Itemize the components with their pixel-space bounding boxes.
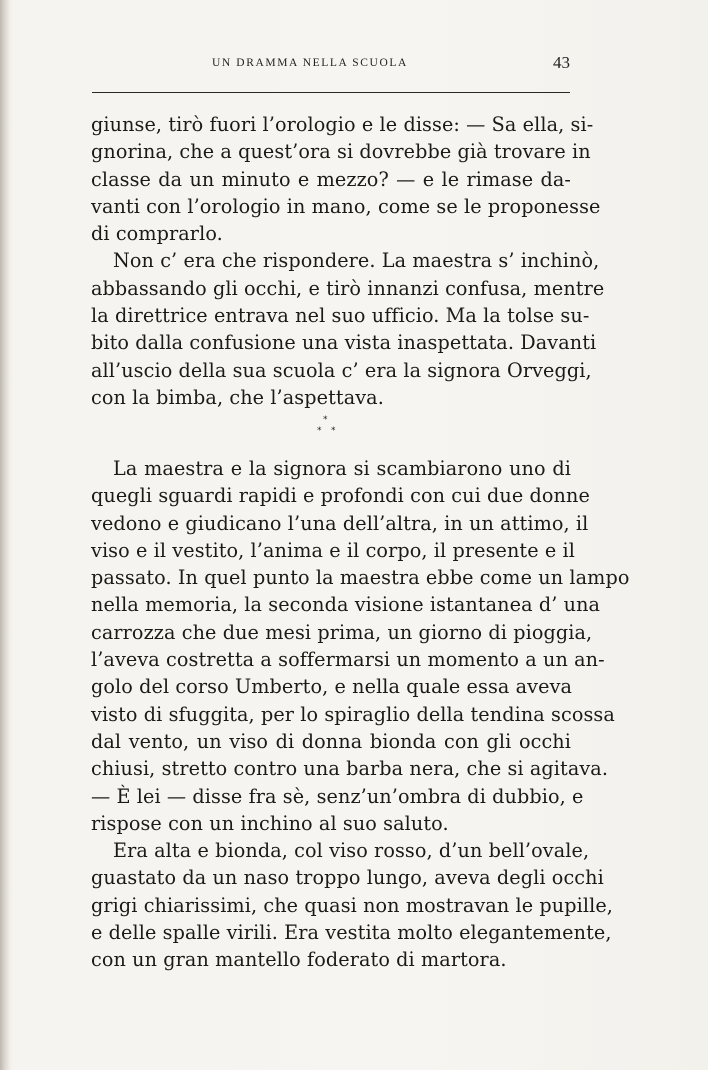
text-line: all’uscio della sua scuola c’ era la signora Orveggi, — [91, 358, 592, 382]
text-line: vanti con l’orologio in mano, come se le proponesse — [91, 194, 601, 218]
text-line: passato. In quel punto la maestra ebbe come un lampo — [91, 566, 630, 590]
asterisk-mark: * — [323, 415, 328, 425]
section-separator-asterism — [312, 414, 342, 442]
text-line: gnorina, che a quest’ora si dovrebbe già trovare in — [91, 140, 591, 164]
text-line: grigi chiarissimi, che quasi non mostravan le pupille, — [91, 893, 613, 917]
text-line: la direttrice entrava nel suo ufficio. Ma la tolse su- — [91, 304, 590, 328]
running-title: UN DRAMMA NELLA SCUOLA — [212, 57, 408, 69]
text-line: di comprarlo. — [91, 222, 223, 246]
text-line: e delle spalle virili. Era vestita molto elegantemente, — [91, 921, 612, 945]
text-line: chiusi, stretto contro una barba nera, che si agitava. — [91, 757, 609, 781]
text-line: visto di sfuggita, per lo spiraglio della tendina scossa — [91, 702, 615, 726]
asterisk-mark: * — [317, 426, 322, 436]
text-line: l’aveva costretta a soffermarsi un momento a un an- — [91, 648, 605, 672]
text-line: rispose con un inchino al suo saluto. — [91, 811, 449, 835]
text-line: guastato da un naso troppo lungo, aveva degli occhi — [91, 866, 604, 890]
text-line: classe da un minuto e mezzo? — e le rimase da- — [91, 167, 571, 191]
text-line: La maestra e la signora si scambiarono uno di — [113, 457, 571, 480]
page-binding-edge — [0, 0, 10, 1070]
page-number: 43 — [553, 53, 570, 72]
text-line: — È lei — disse fra sè, senz’un’ombra di dubbio, e — [91, 784, 584, 808]
asterisk-mark: * — [331, 426, 336, 436]
text-line: quegli sguardi rapidi e profondi con cui due donne — [91, 484, 590, 508]
text-block-first — [91, 111, 605, 411]
header-rule — [92, 92, 570, 93]
text-line: con la bimba, che l’aspettava. — [91, 385, 384, 409]
text-line: Non c’ era che rispondere. La maestra s’ inchinò, — [113, 249, 600, 273]
text-line: giunse, tirò fuori l’orologio e le disse: — Sa ella, si- — [91, 113, 594, 136]
text-line: nella memoria, la seconda visione istantanea d’ una — [91, 593, 601, 617]
text-line: golo del corso Umberto, e nella quale essa aveva — [91, 675, 573, 699]
text-line: bito dalla confusione una vista inaspettata. Davanti — [91, 331, 597, 355]
text-line: dal vento, un viso di donna bionda con gli occhi — [91, 729, 571, 753]
text-line: abbassando gli occhi, e tirò innanzi confusa, mentre — [91, 276, 605, 300]
page-header — [92, 53, 570, 75]
text-line: viso e il vestito, l’anima e il corpo, il presente e il — [91, 538, 576, 562]
text-block-second — [91, 455, 630, 974]
text-line: Era alta e bionda, col viso rosso, d’un bell’ovale, — [113, 839, 590, 863]
text-line: vedono e giudicano l’una dell’altra, in un attimo, il — [91, 511, 589, 535]
text-line: carrozza che due mesi prima, un giorno di pioggia, — [91, 620, 593, 644]
text-line: con un gran mantello foderato di martora. — [91, 948, 507, 972]
